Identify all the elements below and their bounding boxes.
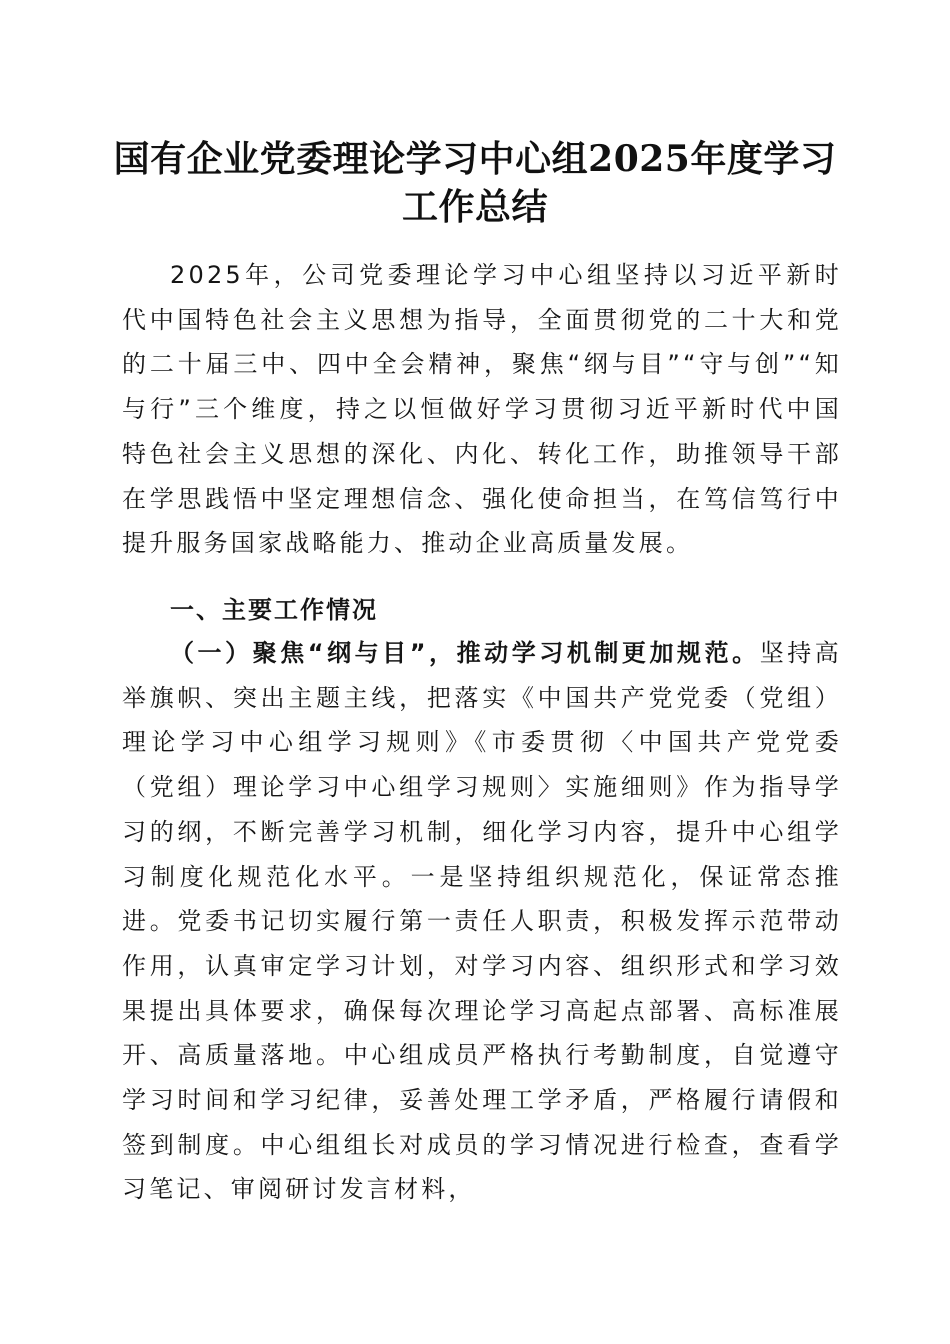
document-title-line-2: 工作总结 [401,186,548,228]
subsection-heading-1: （一）聚焦“纲与目”，推动学习机制更加规范。 [170,639,760,667]
document-title-line-1: 国有企业党委理论学习中心组2025年度学习 [113,138,837,180]
subsection-paragraph-1 [122,631,842,1212]
intro-paragraph: 2025年，公司党委理论学习中心组坚持以习近平新时代中国特色社会主义思想为指导，全面贯彻党的二十大和党的二十届三中、四中全会精神，聚焦“纲与目”“守与创”“知与行”三个维度，持之以恒做好学习贯彻习近平新时代中国特色社会主义思想的深化、内化、转化工作，助推领导干部在学思践悟中坚定理想信念、强化使命担当，在笃信笃行中提升服务国家战略能力、推动企业高质量发展。 [122,261,842,558]
subsection-body-1: 坚持高举旗帜、突出主题主线，把落实《中国共产党党委（党组）理论学习中心组学习规则》《市委贯彻〈中国共产党党委（党组）理论学习中心组学习规则〉实施细则》作为指导学习的纲，不断完善学习机制，细化学习内容，提升中心组学习制度化规范化水平。一是坚持组织规范化，保证常态推进。党委书记切实履行第一责任人职责，积极发挥示范带动作用，认真审定学习计划，对学习内容、组织形式和学习效果提出具体要求，确保每次理论学习高起点部署、高标准展开、高质量落地。中心组成员严格执行考勤制度，自觉遵守学习时间和学习纪律，妥善处理工学矛盾，严格履行请假和签到制度。中心组组长对成员的学习情况进行检查，查看学习笔记、审阅研讨发言材料， [122,639,842,1204]
section-heading-main-work: 一、主要工作情况 [170,596,378,624]
